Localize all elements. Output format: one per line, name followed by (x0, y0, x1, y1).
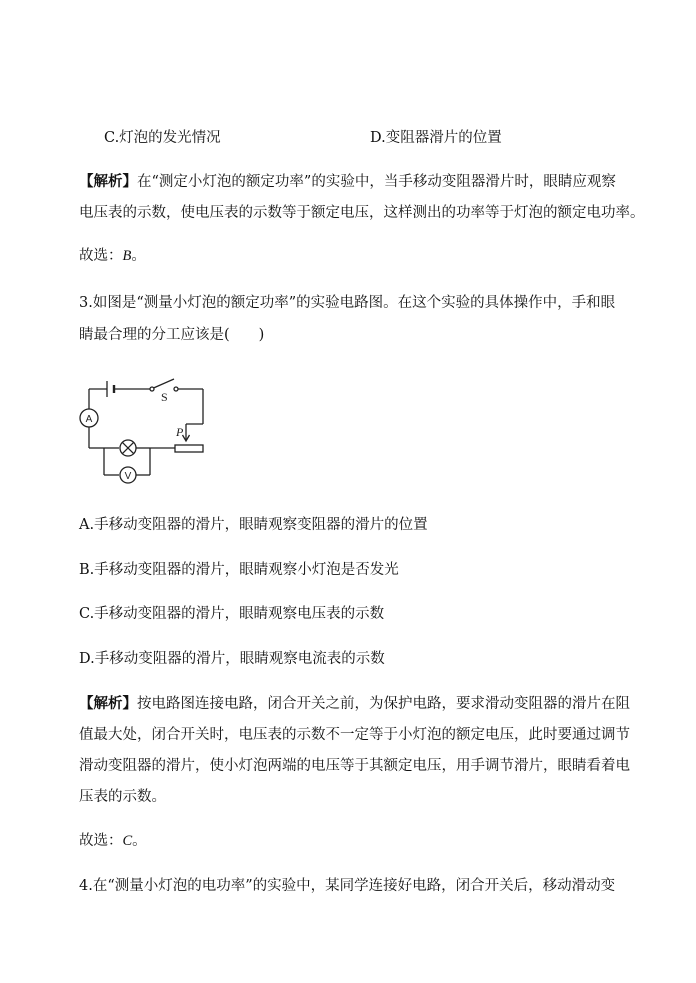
answer-letter: C (122, 833, 133, 849)
answer-suffix: 。 (131, 248, 146, 264)
option-c: C.手移动变阻器的滑片，眼睛观察电压表的示数 (79, 606, 385, 622)
answer-suffix: 。 (132, 833, 147, 849)
switch-label: S (161, 390, 168, 404)
switch-blade (154, 379, 175, 388)
switch-contact-right (174, 387, 178, 391)
question-3-line-2: 睛最合理的分工应该是( ) (79, 327, 265, 343)
answer-3 (79, 831, 147, 851)
option-d-prev: D.变阻器滑片的位置 (370, 130, 502, 146)
analysis-3-line-3: 滑动变阻器的滑片，使小灯泡两端的电压等于其额定电压，用手调节滑片，眼睛看着电 (79, 758, 630, 774)
analysis-3-line-1 (79, 694, 630, 714)
voltmeter-label: V (124, 471, 132, 482)
option-c-prev: C.灯泡的发光情况 (104, 130, 221, 146)
ammeter-label: A (85, 414, 93, 425)
slider-label: P (176, 425, 184, 439)
option-d: D.手移动变阻器的滑片，眼睛观察电流表的示数 (79, 651, 385, 667)
rheostat (175, 445, 203, 452)
circuit-diagram (78, 375, 218, 490)
answer-prefix: 故选： (79, 833, 123, 849)
analysis-2-text: 在“测定小灯泡的额定功率”的实验中，当手移动变阻器滑片时，眼睛应观察 (137, 174, 616, 190)
analysis-tag: 【解析】 (79, 695, 137, 712)
analysis-2-line-1 (79, 172, 616, 192)
analysis-2-line-2: 电压表的示数，使电压表的示数等于额定电压，这样测出的功率等于灯泡的额定电功率。 (79, 205, 645, 221)
answer-letter: B (122, 248, 132, 264)
analysis-3-line-4: 压表的示数。 (79, 789, 166, 805)
option-b: B.手移动变阻器的滑片，眼睛观察小灯泡是否发光 (79, 562, 399, 578)
analysis-3-text: 按电路图连接电路，闭合开关之前，为保护电路，要求滑动变阻器的滑片在阻 (137, 696, 630, 712)
analysis-tag: 【解析】 (79, 173, 137, 190)
analysis-3-line-2: 值最大处，闭合开关时，电压表的示数不一定等于小灯泡的额定电压，此时要通过调节 (79, 727, 630, 743)
question-3-line-1: 3.如图是“测量小灯泡的额定功率”的实验电路图。在这个实验的具体操作中，手和眼 (79, 295, 616, 311)
answer-prefix: 故选： (79, 248, 123, 264)
question-4-line-1: 4.在“测量小灯泡的电功率”的实验中，某同学连接好电路，闭合开关后，移动滑动变 (79, 878, 616, 894)
answer-2 (79, 246, 146, 266)
option-a: A.手移动变阻器的滑片，眼睛观察变阻器的滑片的位置 (79, 517, 428, 533)
